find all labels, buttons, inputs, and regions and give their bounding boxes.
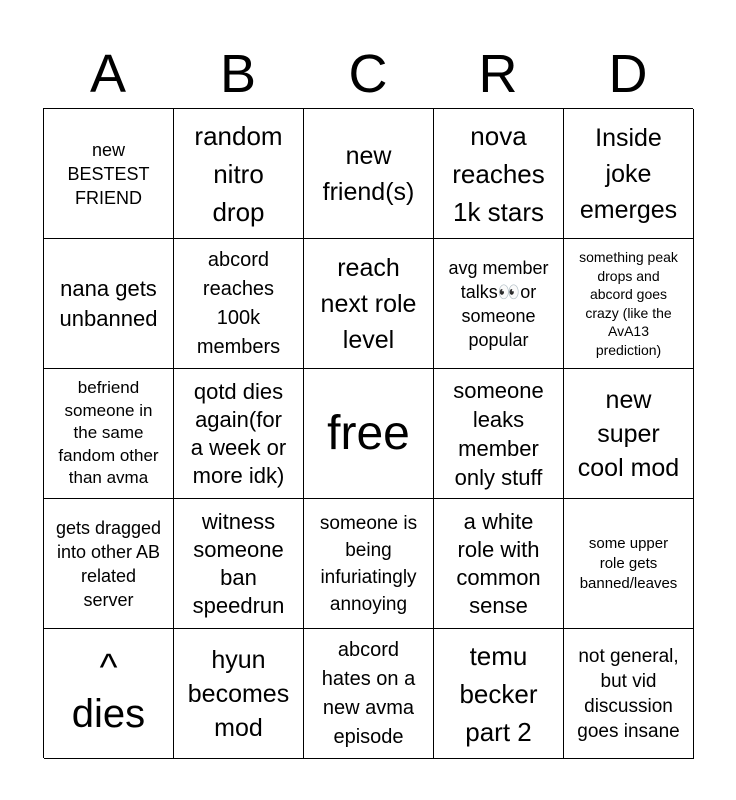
- bingo-cell[interactable]: [174, 499, 304, 629]
- cell-text: something peak drops and abcord goes crazy (like the AvA13 prediction): [579, 249, 678, 358]
- bingo-cell[interactable]: [304, 109, 434, 239]
- bingo-cell[interactable]: [434, 629, 564, 759]
- bingo-cell[interactable]: [304, 239, 434, 369]
- bingo-cell[interactable]: [434, 109, 564, 239]
- cell-text: Inside joke emerges: [579, 123, 678, 224]
- bingo-cell[interactable]: [174, 629, 304, 759]
- bingo-header: [43, 40, 693, 108]
- cell-text: not general, but vid discussion goes insane: [577, 645, 680, 742]
- cell-text: random nitro drop: [194, 120, 283, 227]
- cell-text: new BESTEST FRIEND: [67, 139, 150, 208]
- hat-dies: [72, 648, 145, 740]
- cell-text: nova reaches 1k stars: [452, 120, 545, 227]
- cell-text: abcord hates on a new avma episode: [321, 638, 416, 748]
- cell-text: someone leaks member only stuff: [453, 377, 544, 490]
- header-letter-a: A: [89, 44, 127, 104]
- bingo-cell[interactable]: [564, 369, 694, 499]
- bingo-cell[interactable]: [44, 369, 174, 499]
- cell-text: new super cool mod: [577, 385, 680, 482]
- header-letter-d: D: [608, 44, 648, 104]
- bingo-grid: [43, 108, 693, 758]
- cell-text: befriend someone in the same fandom other than avma: [58, 378, 159, 488]
- cell-text: dies: [71, 691, 146, 736]
- bingo-cell[interactable]: [434, 239, 564, 369]
- bingo-cell[interactable]: [564, 629, 694, 759]
- cell-text: nana gets unbanned: [59, 275, 158, 331]
- cell-text: witness someone ban speedrun: [192, 508, 285, 618]
- cell-text: avg member talks👀or someone popular: [448, 257, 549, 350]
- cell-text: new friend(s): [322, 141, 415, 206]
- cell-text: some upper role gets banned/leaves: [579, 534, 678, 592]
- cell-text: qotd dies again(for a week or more idk): [190, 378, 287, 488]
- bingo-cell[interactable]: [174, 239, 304, 369]
- header-letter-b: B: [219, 44, 257, 104]
- bingo-cell[interactable]: [434, 369, 564, 499]
- bingo-cell[interactable]: [174, 369, 304, 499]
- header-letter-r: R: [478, 44, 518, 104]
- bingo-cell[interactable]: [434, 499, 564, 629]
- cell-text: a white role with common sense: [456, 508, 541, 618]
- bingo-cell[interactable]: [564, 499, 694, 629]
- cell-text: temu becker part 2: [459, 640, 538, 747]
- bingo-cell[interactable]: [44, 499, 174, 629]
- bingo-cell[interactable]: [304, 369, 434, 499]
- cell-text: gets dragged into other AB related server: [55, 517, 162, 610]
- bingo-cell[interactable]: [564, 109, 694, 239]
- bingo-cell[interactable]: [174, 109, 304, 239]
- header-letter-c: C: [348, 44, 388, 104]
- cell-text: hyun becomes mod: [187, 645, 290, 742]
- bingo-cell[interactable]: [564, 239, 694, 369]
- caret-text: ^: [99, 646, 118, 689]
- bingo-cell[interactable]: [304, 499, 434, 629]
- cell-text: abcord reaches 100k members: [196, 248, 281, 358]
- free-space: free: [327, 406, 410, 460]
- bingo-cell[interactable]: [44, 109, 174, 239]
- bingo-cell[interactable]: [44, 239, 174, 369]
- bingo-cell[interactable]: [44, 629, 174, 759]
- cell-text: someone is being infuriatingly annoying: [319, 512, 418, 615]
- cell-text: reach next role level: [320, 253, 417, 354]
- bingo-cell[interactable]: [304, 629, 434, 759]
